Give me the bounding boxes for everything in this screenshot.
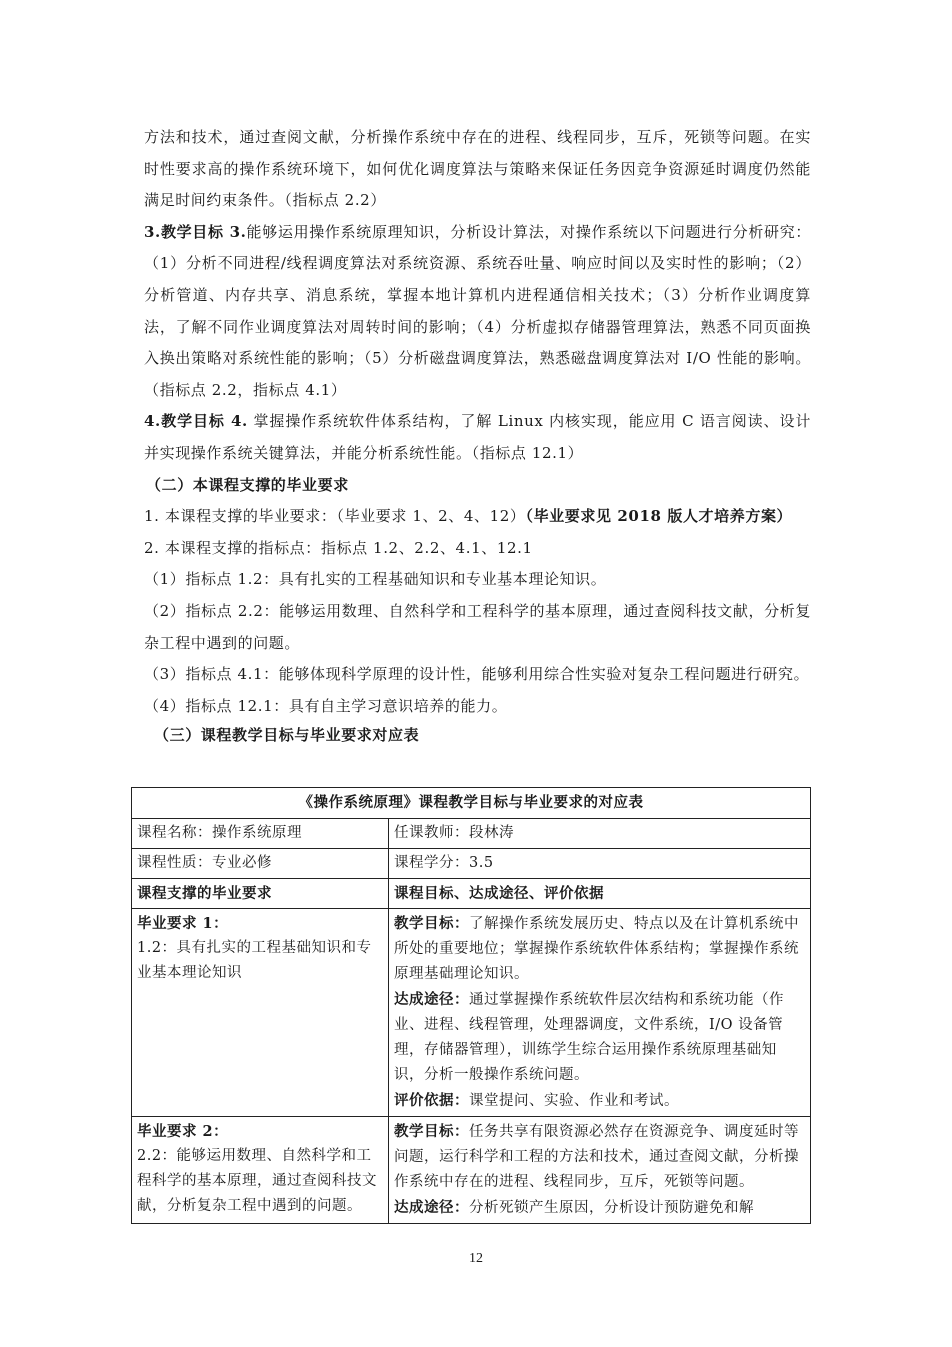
- evaluation-basis-text: 课堂提问、实验、作业和考试。: [469, 1093, 679, 1109]
- requirement-title: 毕业要求 2：: [137, 1123, 229, 1140]
- requirement-title: 毕业要求 1：: [137, 915, 229, 932]
- requirement-2: 2. 本课程支撑的指标点：指标点 1.2、2.2、4.1、12.1: [144, 538, 533, 557]
- requirement-1: [144, 501, 811, 533]
- goal-3-text: 能够运用操作系统原理知识，分析设计算法，对操作系统以下问题进行分析研究：（1）分析不同进程/线程调度算法对系统资源、系统吞吐量、响应时间以及实时性的影响；（2）分析管道、内存共享、消息系统，掌握本地计算机内进程通信相关技术；（3）分析作业调度算法，了解不同作业调度算法对周转时间的影响；（4）分析虚拟存储器管理算法，熟悉不同页面换入换出策略对系统性能的影响；（5）分析磁盘调度算法，熟悉磁盘调度算法对 I/O 性能的影响。（指标点 2.2，指标点 4.1）: [144, 222, 811, 399]
- goal-4-text: 掌握操作系统软件体系结构，了解 Linux 内核实现，能应用 C 语言阅读、设计并实现操作系统关键算法，并能分析系统性能。（指标点 12.1）: [144, 412, 811, 462]
- course-name-cell: 课程名称：操作系统原理: [132, 819, 389, 849]
- goal-4-label: 4.教学目标 4.: [144, 412, 248, 431]
- achievement-path-label: 达成途径：: [394, 1199, 469, 1216]
- left-column-header: 课程支撑的毕业要求: [132, 879, 389, 909]
- table-row: [132, 1117, 811, 1224]
- indicator-4: （4）指标点 12.1：具有自主学习意识培养的能力。: [144, 696, 508, 715]
- goal-cell: [389, 909, 811, 1117]
- teaching-goal-label: 教学目标：: [394, 915, 469, 932]
- table-row: [132, 849, 811, 879]
- goal-3-paragraph: [144, 217, 811, 407]
- teaching-goal-text: 任务共享有限资源必然存在资源竞争、调度延时等问题，运行科学和工程的方法和技术，通过查阅文献，分析操作系统中存在的进程、线程同步，互斥，死锁等问题。: [394, 1124, 799, 1190]
- table-header-row: [132, 879, 811, 909]
- goal-4-paragraph: [144, 406, 811, 469]
- achievement-path-text: 通过掌握操作系统软件层次结构和系统功能（作业、进程、线程管理，处理器调度，文件系统，I/O 设备管理，存储器管理），训练学生综合运用操作系统原理基础知识，分析一般操作系统问题。: [394, 992, 784, 1083]
- table-row: [132, 909, 811, 1117]
- achievement-path-label: 达成途径：: [394, 991, 469, 1008]
- page-number: 12: [469, 1251, 483, 1266]
- goal-3-label: 3.教学目标 3.: [144, 222, 247, 241]
- teaching-goal: [394, 911, 805, 987]
- goal-cell: [389, 1117, 811, 1224]
- requirement-description: 2.2：能够运用数理、自然科学和工程科学的基本原理，通过查阅科技文献，分析复杂工程中遇到的问题。: [137, 1148, 377, 1214]
- evaluation-basis: [394, 1088, 805, 1114]
- achievement-path: [394, 987, 805, 1088]
- requirement-cell: [132, 909, 389, 1117]
- teaching-goal-label: 教学目标：: [394, 1123, 469, 1140]
- table-title: 《操作系统原理》课程教学目标与毕业要求的对应表: [132, 788, 811, 819]
- mapping-table: [131, 787, 811, 1224]
- table-title-row: [132, 788, 811, 819]
- intro-paragraph: 方法和技术，通过查阅文献，分析操作系统中存在的进程、线程同步，互斥，死锁等问题。在实时性要求高的操作系统环境下，如何优化调度算法与策略来保证任务因竞争资源延时调度仍然能满足时间约束条件。（指标点 2.2）: [144, 128, 811, 210]
- indicator-2: （2）指标点 2.2：能够运用数理、自然科学和工程科学的基本原理，通过查阅科技文献，分析复杂工程中遇到的问题。: [144, 601, 811, 652]
- evaluation-basis-label: 评价依据：: [394, 1092, 469, 1109]
- indicator-1: （1）指标点 1.2：具有扎实的工程基础知识和专业基本理论知识。: [144, 570, 607, 589]
- teaching-goal: [394, 1119, 805, 1195]
- teaching-goal-text: 了解操作系统发展历史、特点以及在计算机系统中所处的重要地位；掌握操作系统软件体系结构；掌握操作系统原理基础理论知识。: [394, 916, 799, 982]
- requirement-1-note: （毕业要求见 2018 版人才培养方案）: [525, 507, 793, 526]
- teacher-cell: 任课教师：段林涛: [389, 819, 811, 849]
- indicator-3: （3）指标点 4.1：能够体现科学原理的设计性，能够利用综合性实验对复杂工程问题进行研究。: [144, 665, 810, 684]
- right-column-header: 课程目标、达成途径、评价依据: [389, 879, 811, 909]
- achievement-path: [394, 1195, 805, 1221]
- section-2-heading: （二）本课程支撑的毕业要求: [146, 475, 349, 494]
- requirement-1-text: 1. 本课程支撑的毕业要求：（毕业要求 1、2、4、12）: [144, 507, 526, 526]
- requirement-cell: [132, 1117, 389, 1224]
- achievement-path-text: 分析死锁产生原因，分析设计预防避免和解: [469, 1200, 754, 1216]
- credits-cell: 课程学分：3.5: [389, 849, 811, 879]
- requirement-description: 1.2：具有扎实的工程基础知识和专业基本理论知识: [137, 940, 372, 981]
- table-row: [132, 819, 811, 849]
- section-3-heading: （三）课程教学目标与毕业要求对应表: [154, 726, 420, 745]
- body-text: [144, 122, 811, 746]
- course-type-cell: 课程性质：专业必修: [132, 849, 389, 879]
